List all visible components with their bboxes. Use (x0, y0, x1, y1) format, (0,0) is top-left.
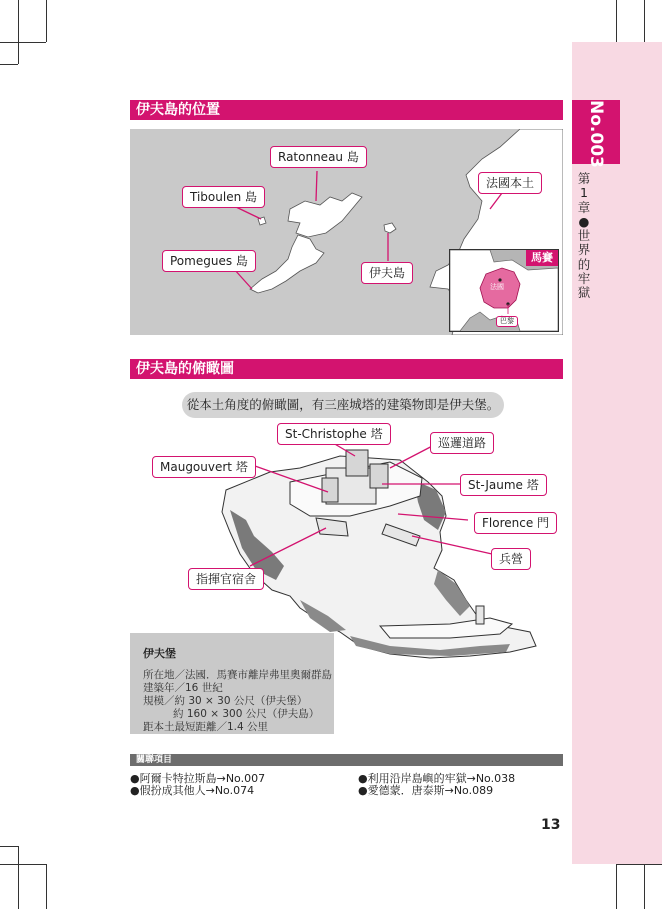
related-header (130, 754, 563, 766)
label-florence-gate: Florence 門 (474, 512, 557, 534)
map-label-mainland: 法國本土 (478, 172, 542, 194)
section-header-location (130, 100, 563, 120)
inset-marseille-tag: 馬賽 (526, 250, 558, 266)
label-patrol-road: 巡邏道路 (430, 432, 494, 454)
label-commander-quarters: 指揮官宿舍 (188, 568, 264, 590)
crop-mark (46, 0, 47, 42)
chateau-info-box (130, 633, 334, 734)
crop-mark (0, 64, 18, 65)
crop-mark (46, 864, 47, 909)
entry-number: No.003 (586, 100, 606, 168)
lighthouse (476, 606, 484, 624)
crop-mark (0, 864, 46, 865)
related-link[interactable]: ●阿爾卡特拉斯島→No.007 (130, 772, 266, 785)
page-number: 13 (541, 817, 561, 833)
info-line: 規模／約 30 × 30 公尺（伊夫堡） (143, 695, 308, 707)
chapter-label: 第1章●世界的牢獄 (577, 171, 591, 301)
label-st-christophe: St-Christophe 塔 (277, 423, 391, 445)
crop-mark (0, 846, 18, 847)
related-link[interactable]: ●愛德蒙．唐泰斯→No.089 (358, 784, 494, 797)
crop-mark (616, 864, 662, 865)
ratonneau-island-shape (288, 193, 362, 237)
pomegues-island-shape (250, 235, 324, 293)
birdseye-caption: 從本土角度的俯瞰圖，有三座城塔的建築物即是伊夫堡。 (182, 392, 504, 418)
map-label-ratonneau: Ratonneau 島 (270, 146, 367, 168)
info-line: 建築年／16 世紀 (143, 682, 223, 694)
france-inset-map (449, 249, 559, 332)
crop-mark (0, 42, 46, 43)
related-link[interactable]: ●假扮成其他人→No.074 (130, 784, 255, 797)
inset-france-label: 法國 (490, 283, 504, 291)
label-st-jaume: St-Jaume 塔 (460, 474, 547, 496)
info-line: 距本土最短距離／1.4 公里 (143, 721, 269, 733)
label-barracks: 兵營 (491, 548, 531, 570)
tower-st-christophe (346, 450, 368, 476)
if-island-shape (384, 223, 396, 233)
info-line: 約 160 × 300 公尺（伊夫島） (173, 708, 320, 720)
related-link[interactable]: ●利用沿岸島嶼的牢獄→No.038 (358, 772, 516, 785)
info-title: 伊夫堡 (143, 647, 176, 660)
entry-number-tag (572, 100, 620, 168)
label-maugouvert: Maugouvert 塔 (152, 456, 256, 478)
tower-maugouvert (322, 478, 338, 502)
info-line: 所在地／法國．馬賽市離岸弗里奧爾群島 (143, 669, 332, 681)
map-label-if-island: 伊夫島 (361, 262, 413, 284)
section-header-birdseye (130, 359, 563, 379)
inset-paris-label: 巴黎 (496, 316, 518, 327)
section-title: 伊夫島的位置 (136, 102, 220, 118)
map-label-tiboulen: Tiboulen 島 (182, 186, 265, 208)
crop-mark (616, 864, 617, 909)
crop-mark (616, 0, 617, 42)
map-label-pomegues: Pomegues 島 (162, 250, 256, 272)
section-title: 伊夫島的俯瞰圖 (136, 361, 234, 377)
crop-mark (18, 846, 19, 909)
related-header-text: 關聯項目 (136, 755, 173, 765)
crop-mark (18, 0, 19, 64)
